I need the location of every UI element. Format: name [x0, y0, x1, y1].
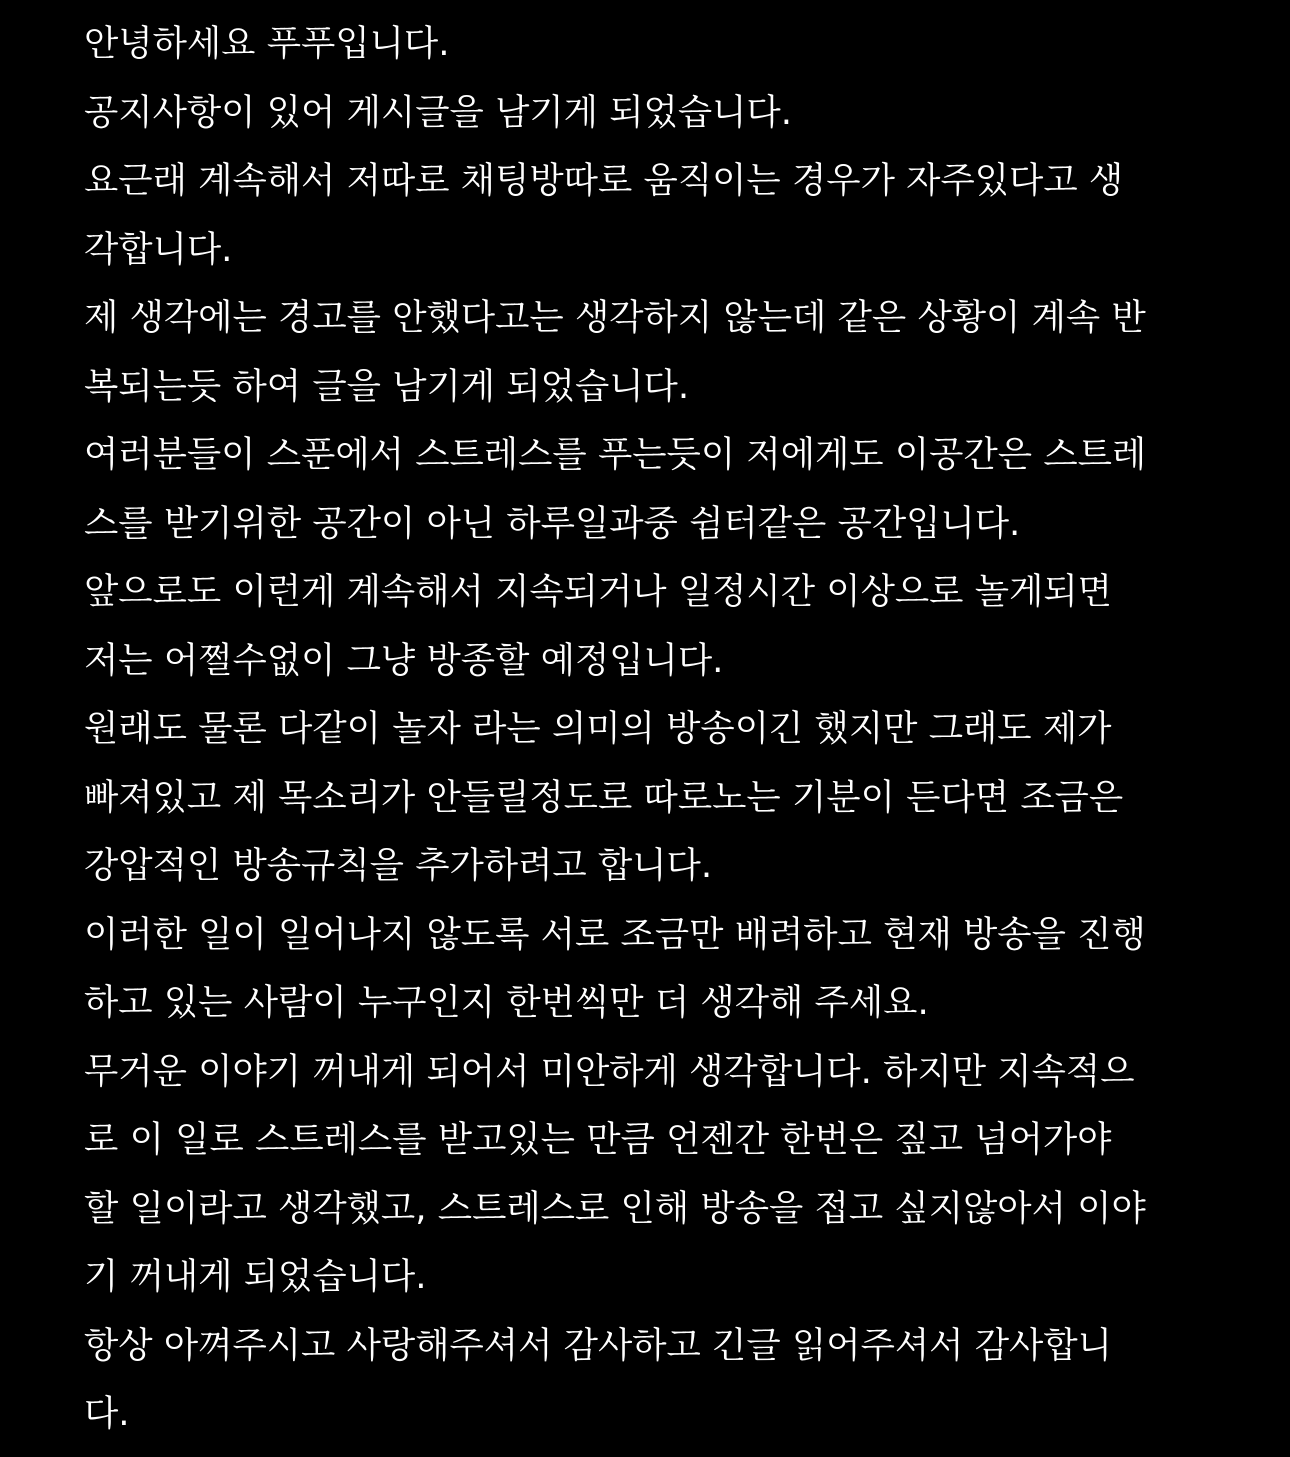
notice-line: 공지사항이 있어 게시글을 남기게 되었습니다.	[84, 91, 792, 133]
notice-line: 각합니다.	[84, 228, 233, 270]
notice-text	[84, 10, 1214, 1449]
notice-line: 하고 있는 사람이 누구인지 한번씩만 더 생각해 주세요.	[84, 982, 929, 1023]
notice-line: 스를 받기위한 공간이 아닌 하루일과중 쉼터같은 공간입니다.	[84, 502, 1021, 544]
notice-line: 복되는듯 하여 글을 남기게 되었습니다.	[84, 365, 690, 407]
notice-line: 다.	[84, 1393, 130, 1434]
notice-line: 이러한 일이 일어나지 않도록 서로 조금만 배려하고 현재 방송을 진행	[84, 913, 1146, 955]
notice-line: 기 꺼내게 되었습니다.	[84, 1256, 427, 1297]
notice-line: 할 일이라고 생각했고, 스트레스로 인해 방송을 접고 싶지않아서 이야	[84, 1187, 1146, 1229]
notice-line: 무거운 이야기 꺼내게 되어서 미안하게 생각합니다. 하지만 지속적으	[84, 1050, 1135, 1092]
notice-line: 강압적인 방송규칙을 추가하려고 합니다.	[84, 845, 713, 886]
notice-line: 앞으로도 이런게 계속해서 지속되거나 일정시간 이상으로 놀게되면	[84, 571, 1112, 612]
notice-line: 로 이 일로 스트레스를 받고있는 만큼 언젠간 한번은 짚고 넘어가야	[84, 1119, 1112, 1160]
notice-line: 저는 어쩔수없이 그냥 방종할 예정입니다.	[84, 639, 724, 681]
notice-line: 안녕하세요 푸푸입니다.	[84, 23, 450, 64]
notice-line: 빠져있고 제 목소리가 안들릴정도로 따로노는 기분이 든다면 조금은	[84, 776, 1124, 818]
notice-line: 여러분들이 스푼에서 스트레스를 푸는듯이 저에게도 이공간은 스트레	[84, 434, 1147, 475]
notice-line: 원래도 물론 다같이 놀자 라는 의미의 방송이긴 했지만 그래도 제가	[84, 708, 1112, 749]
notice-line: 요근래 계속해서 저따로 채팅방따로 움직이는 경우가 자주있다고 생	[84, 160, 1124, 201]
notice-line: 항상 아껴주시고 사랑해주셔서 감사하고 긴글 읽어주셔서 감사합니	[84, 1324, 1112, 1366]
notice-line: 제 생각에는 경고를 안했다고는 생각하지 않는데 같은 상황이 계속 반	[84, 297, 1146, 338]
